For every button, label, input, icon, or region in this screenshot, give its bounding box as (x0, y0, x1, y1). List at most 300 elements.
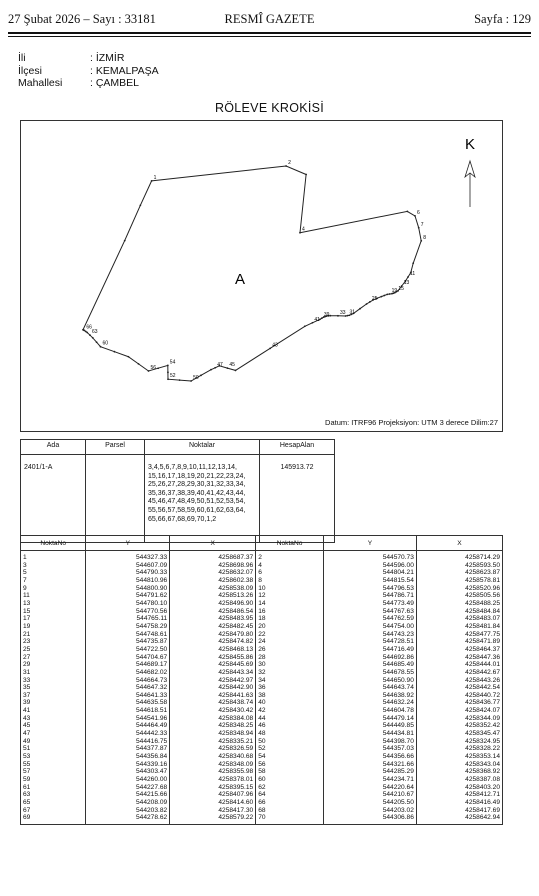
y-coord: 544220.64 (323, 784, 416, 792)
point-label: 66 (86, 324, 92, 331)
y-coord: 544234.71 (323, 776, 416, 784)
boundary-point (82, 329, 84, 331)
boundary-point (114, 351, 116, 353)
x-coord: 4258479.80 (170, 631, 256, 639)
table-row (21, 784, 503, 792)
x-coord: 4258345.47 (416, 730, 502, 738)
header-rule (8, 32, 531, 34)
boundary-point (389, 293, 391, 295)
info-key: İlçesi (18, 64, 42, 77)
table-row (21, 654, 503, 662)
boundary-point (124, 240, 126, 242)
point-no: 70 (256, 814, 324, 824)
point-no: 4 (256, 562, 324, 570)
y-coord: 544632.24 (323, 699, 416, 707)
table-row (21, 631, 503, 639)
x-coord: 4258442.67 (416, 669, 502, 677)
x-coord: 4258488.25 (416, 600, 502, 608)
table-row (21, 669, 503, 677)
table-row (21, 776, 503, 784)
point-no: 53 (21, 753, 86, 761)
point-no: 66 (256, 799, 324, 807)
north-label: K (465, 136, 476, 153)
y-coord: 544306.86 (323, 814, 416, 824)
table-row (21, 807, 503, 815)
boundary-point (359, 308, 361, 310)
gazette-name: RESMÎ GAZETE (224, 12, 315, 26)
coord-col-header: NoktaNo (256, 536, 324, 551)
north-arrow-icon (465, 161, 475, 207)
point-label: 47 (217, 361, 223, 368)
point-label: 1 (153, 174, 157, 181)
table-row (21, 562, 503, 570)
y-coord: 544357.03 (323, 745, 416, 753)
boundary-point (299, 232, 301, 234)
point-no: 2 (256, 551, 324, 562)
boundary-point (128, 356, 130, 358)
point-no: 57 (21, 768, 86, 776)
y-coord: 544728.51 (323, 638, 416, 646)
boundary-point (235, 370, 237, 372)
point-label: 15 (398, 285, 404, 292)
point-no: 21 (21, 631, 86, 639)
point-label: 25 (371, 295, 378, 302)
boundary-point (89, 334, 91, 336)
sketch-title: RÖLEVE KROKİSİ (214, 101, 325, 115)
info-value: : İZMİR (90, 52, 125, 64)
x-coord: 4258348.09 (170, 761, 256, 769)
x-coord: 4258602.38 (170, 577, 256, 585)
y-coord: 544754.00 (323, 623, 416, 631)
y-coord: 544434.81 (323, 730, 416, 738)
y-coord: 544377.87 (86, 745, 170, 753)
y-coord: 544618.51 (86, 707, 170, 715)
y-coord: 544804.21 (323, 569, 416, 577)
y-coord: 544449.85 (323, 722, 416, 730)
table-row (21, 569, 503, 577)
point-no: 59 (21, 776, 86, 784)
point-label: 52 (170, 373, 176, 380)
info-value: : KEMALPAŞA (90, 64, 159, 77)
boundary-point (407, 276, 409, 278)
y-coord: 544227.68 (86, 784, 170, 792)
x-coord: 4258344.09 (416, 715, 502, 723)
boundary-point (329, 315, 331, 317)
y-coord: 544796.53 (323, 585, 416, 593)
x-coord: 4258714.29 (416, 551, 502, 562)
point-label: 13 (403, 280, 410, 286)
table-row (21, 623, 503, 631)
point-no: 49 (21, 738, 86, 746)
boundary-point (85, 331, 87, 333)
x-coord: 4258442.97 (170, 677, 256, 685)
x-coord: 4258579.22 (170, 814, 256, 824)
x-coord: 4258444.01 (416, 661, 502, 669)
y-coord: 544278.62 (86, 814, 170, 824)
x-coord: 4258395.15 (170, 784, 256, 792)
x-coord: 4258443.26 (416, 677, 502, 685)
y-coord: 544643.74 (323, 684, 416, 692)
x-coord: 4258578.81 (416, 577, 502, 585)
point-no: 62 (256, 784, 324, 792)
point-no: 64 (256, 791, 324, 799)
boundary-point (190, 380, 192, 382)
boundary-point (138, 363, 140, 365)
coord-col-header: Y (86, 536, 170, 551)
x-coord: 4258384.08 (170, 715, 256, 723)
point-no: 56 (256, 761, 324, 769)
y-coord: 544641.33 (86, 692, 170, 700)
x-coord: 4258436.77 (416, 699, 502, 707)
point-no: 26 (256, 646, 324, 654)
y-coord: 544398.70 (323, 738, 416, 746)
x-coord: 4258443.34 (170, 669, 256, 677)
table-row (21, 722, 503, 730)
page-header (8, 12, 531, 28)
point-no: 48 (256, 730, 324, 738)
y-coord: 544205.50 (323, 799, 416, 807)
x-coord: 4258343.04 (416, 761, 502, 769)
y-coord: 544356.84 (86, 753, 170, 761)
area-cell: 145913.72 (260, 455, 335, 543)
point-no: 36 (256, 684, 324, 692)
x-coord: 4258687.37 (170, 551, 256, 562)
boundary-point (380, 296, 382, 298)
x-coord: 4258416.49 (416, 799, 502, 807)
boundary-point (305, 174, 307, 176)
y-coord: 544541.96 (86, 715, 170, 723)
boundary-point (167, 378, 169, 380)
point-no: 68 (256, 807, 324, 815)
point-no: 20 (256, 623, 324, 631)
point-no: 38 (256, 692, 324, 700)
x-coord: 4258441.63 (170, 692, 256, 700)
table-row (21, 699, 503, 707)
boundary-point (139, 205, 141, 207)
y-coord: 544339.16 (86, 761, 170, 769)
point-no: 34 (256, 677, 324, 685)
y-coord: 544770.56 (86, 608, 170, 616)
point-label: 56 (150, 365, 157, 371)
point-no: 14 (256, 600, 324, 608)
y-coord: 544285.29 (323, 768, 416, 776)
y-coord: 544692.86 (323, 654, 416, 662)
boundary-point (269, 347, 271, 349)
x-coord: 4258538.09 (170, 585, 256, 593)
x-coord: 4258632.07 (170, 569, 256, 577)
y-coord: 544735.87 (86, 638, 170, 646)
point-no: 29 (21, 661, 86, 669)
table-row (21, 684, 503, 692)
table-row (21, 615, 503, 623)
parcel-col-header: Ada (21, 440, 86, 455)
point-no: 41 (21, 707, 86, 715)
x-coord: 4258352.42 (416, 722, 502, 730)
point-no: 22 (256, 631, 324, 639)
x-coord: 4258468.13 (170, 646, 256, 654)
y-coord: 544773.49 (323, 600, 416, 608)
y-coord: 544210.67 (323, 791, 416, 799)
info-key: İli (18, 52, 26, 64)
y-coord: 544203.82 (86, 807, 170, 815)
point-no: 47 (21, 730, 86, 738)
y-coord: 544767.63 (323, 608, 416, 616)
point-no: 7 (21, 577, 86, 585)
x-coord: 4258483.95 (170, 615, 256, 623)
y-coord: 544790.33 (86, 569, 170, 577)
parcel-boundary (83, 166, 421, 381)
point-no: 10 (256, 585, 324, 593)
y-coord: 544416.75 (86, 738, 170, 746)
point-label: 4 (302, 226, 305, 233)
table-row (21, 715, 503, 723)
x-coord: 4258642.94 (416, 814, 502, 824)
point-no: 46 (256, 722, 324, 730)
x-coord: 4258430.42 (170, 707, 256, 715)
point-no: 16 (256, 608, 324, 616)
boundary-point (406, 211, 408, 213)
y-coord: 544442.33 (86, 730, 170, 738)
y-coord: 544303.47 (86, 768, 170, 776)
x-coord: 4258496.90 (170, 600, 256, 608)
boundary-point (179, 379, 181, 381)
y-coord: 544800.90 (86, 585, 170, 593)
table-row (21, 761, 503, 769)
table-row (21, 730, 503, 738)
boundary-point (418, 227, 420, 229)
point-no: 58 (256, 768, 324, 776)
y-coord: 544464.49 (86, 722, 170, 730)
y-coord: 544791.62 (86, 592, 170, 600)
y-coord: 544765.11 (86, 615, 170, 623)
point-no: 3 (21, 562, 86, 570)
point-no: 45 (21, 722, 86, 730)
x-coord: 4258505.56 (416, 592, 502, 600)
y-coord: 544215.66 (86, 791, 170, 799)
x-coord: 4258447.36 (416, 654, 502, 662)
point-no: 54 (256, 753, 324, 761)
point-no: 9 (21, 585, 86, 593)
y-coord: 544596.00 (323, 562, 416, 570)
info-value: : ÇAMBEL (90, 77, 140, 89)
x-coord: 4258412.71 (416, 791, 502, 799)
x-coord: 4258593.50 (416, 562, 502, 570)
table-row (21, 646, 503, 654)
y-coord: 544722.50 (86, 646, 170, 654)
x-coord: 4258698.96 (170, 562, 256, 570)
y-coord: 544780.10 (86, 600, 170, 608)
point-label: 8 (423, 234, 426, 241)
point-no: 69 (21, 814, 86, 824)
point-no: 27 (21, 654, 86, 662)
boundary-point (167, 365, 169, 367)
x-coord: 4258407.96 (170, 791, 256, 799)
point-no: 61 (21, 784, 86, 792)
y-coord: 544762.59 (323, 615, 416, 623)
table-row (21, 551, 503, 562)
x-coord: 4258482.45 (170, 623, 256, 631)
header-rule-thin (8, 36, 531, 37)
point-label: 54 (169, 359, 176, 366)
parcel-table (20, 439, 335, 543)
boundary-point (100, 346, 102, 348)
table-row (21, 738, 503, 746)
parcel-letter: A (235, 271, 246, 288)
point-no: 13 (21, 600, 86, 608)
boundary-point (369, 301, 371, 303)
point-no: 32 (256, 669, 324, 677)
x-coord: 4258353.14 (416, 753, 502, 761)
table-row (21, 600, 503, 608)
point-label: 6 (417, 209, 420, 216)
x-coord: 4258355.98 (170, 768, 256, 776)
point-no: 8 (256, 577, 324, 585)
y-coord: 544635.58 (86, 699, 170, 707)
coord-col-header: X (416, 536, 502, 551)
y-coord: 544689.17 (86, 661, 170, 669)
point-no: 5 (21, 569, 86, 577)
point-no: 19 (21, 623, 86, 631)
boundary-point (337, 315, 339, 317)
y-coord: 544647.32 (86, 684, 170, 692)
point-label: 7 (420, 221, 424, 228)
table-row (21, 768, 503, 776)
datum-note: Datum: ITRF96 Projeksiyon: UTM 3 derece Dilim:27 (325, 418, 498, 427)
x-coord: 4258403.20 (416, 784, 502, 792)
x-coord: 4258484.84 (416, 608, 502, 616)
boundary-point (383, 295, 385, 297)
x-coord: 4258442.54 (416, 684, 502, 692)
point-label: 50 (193, 375, 199, 381)
parcel-col-header: HesapAlan (260, 440, 335, 455)
x-coord: 4258481.84 (416, 623, 502, 631)
table-row (21, 608, 503, 616)
boundary-point (366, 303, 368, 305)
parcel-col-header: Parsel (86, 440, 145, 455)
y-coord: 544208.09 (86, 799, 170, 807)
point-no: 33 (21, 677, 86, 685)
boundary-point (148, 370, 150, 372)
x-coord: 4258417.30 (170, 807, 256, 815)
point-no: 52 (256, 745, 324, 753)
noktalar-cell: 3,4,5,6,7,8,9,10,11,12,13,14, 15,16,17,18,19,20,21,22,23,24, 25,26,27,28,29,30,31,32,33,34, 35,36,37,38,39,40,41,42,43,44, 45,46,47,48,49,50,51,52,53,54, 55,56,57,58,59,60,61,62,63,64, 65,66,67,68,69,70,1,2 (145, 455, 260, 543)
point-no: 43 (21, 715, 86, 723)
point-no: 60 (256, 776, 324, 784)
point-label: 63 (92, 329, 98, 336)
point-label: 19 (391, 288, 398, 294)
y-coord: 544607.09 (86, 562, 170, 570)
x-coord: 4258328.22 (416, 745, 502, 753)
x-coord: 4258335.21 (170, 738, 256, 746)
x-coord: 4258471.89 (416, 638, 502, 646)
point-no: 11 (21, 592, 86, 600)
y-coord: 544650.90 (323, 677, 416, 685)
page-number: Sayfa : 129 (474, 12, 531, 26)
coordinate-table (20, 535, 503, 825)
x-coord: 4258378.01 (170, 776, 256, 784)
survey-sketch (20, 120, 503, 432)
boundary-point (347, 315, 349, 317)
parcel-col-header: Noktalar (145, 440, 260, 455)
boundary-point (157, 367, 159, 369)
y-coord: 544758.29 (86, 623, 170, 631)
point-no: 15 (21, 608, 86, 616)
boundary-point (214, 367, 216, 369)
table-row (21, 692, 503, 700)
x-coord: 4258440.72 (416, 692, 502, 700)
x-coord: 4258455.86 (170, 654, 256, 662)
point-label: 33 (340, 309, 346, 316)
boundary-point (386, 293, 388, 295)
y-coord: 544815.54 (323, 577, 416, 585)
x-coord: 4258417.69 (416, 807, 502, 815)
x-coord: 4258520.96 (416, 585, 502, 593)
point-no: 65 (21, 799, 86, 807)
table-row (21, 585, 503, 593)
y-coord: 544748.61 (86, 631, 170, 639)
y-coord: 544678.55 (323, 669, 416, 677)
boundary-point (210, 369, 212, 371)
parcel-map (21, 121, 502, 431)
boundary-point (226, 367, 228, 369)
boundary-point (92, 337, 94, 339)
y-coord: 544570.73 (323, 551, 416, 562)
boundary-point (420, 240, 422, 242)
x-coord: 4258445.69 (170, 661, 256, 669)
table-row (21, 814, 503, 824)
point-no: 31 (21, 669, 86, 677)
coord-col-header: Y (323, 536, 416, 551)
y-coord: 544327.33 (86, 551, 170, 562)
y-coord: 544356.66 (323, 753, 416, 761)
y-coord: 544604.78 (323, 707, 416, 715)
table-row (21, 707, 503, 715)
point-no: 50 (256, 738, 324, 746)
point-no: 18 (256, 615, 324, 623)
x-coord: 4258486.54 (170, 608, 256, 616)
point-label: 45 (229, 362, 235, 369)
x-coord: 4258340.68 (170, 753, 256, 761)
point-no: 6 (256, 569, 324, 577)
x-coord: 4258387.08 (416, 776, 502, 784)
table-row (21, 592, 503, 600)
table-row (21, 455, 335, 543)
ada-cell: 2401/1-A (21, 455, 86, 543)
x-coord: 4258623.87 (416, 569, 502, 577)
boundary-point (321, 317, 323, 319)
point-no: 1 (21, 551, 86, 562)
point-label: 60 (102, 340, 109, 347)
coord-col-header: NoktaNo (21, 536, 86, 551)
boundary-point (414, 215, 416, 217)
boundary-point (412, 262, 414, 264)
point-no: 12 (256, 592, 324, 600)
table-row (21, 677, 503, 685)
point-no: 51 (21, 745, 86, 753)
x-coord: 4258348.25 (170, 722, 256, 730)
point-no: 44 (256, 715, 324, 723)
point-label: 31 (349, 309, 356, 316)
boundary-point (312, 322, 314, 324)
x-coord: 4258348.94 (170, 730, 256, 738)
point-no: 39 (21, 699, 86, 707)
point-no: 42 (256, 707, 324, 715)
x-coord: 4258326.59 (170, 745, 256, 753)
point-no: 37 (21, 692, 86, 700)
coord-col-header: X (170, 536, 256, 551)
y-coord: 544786.71 (323, 592, 416, 600)
boundary-point (151, 180, 153, 182)
